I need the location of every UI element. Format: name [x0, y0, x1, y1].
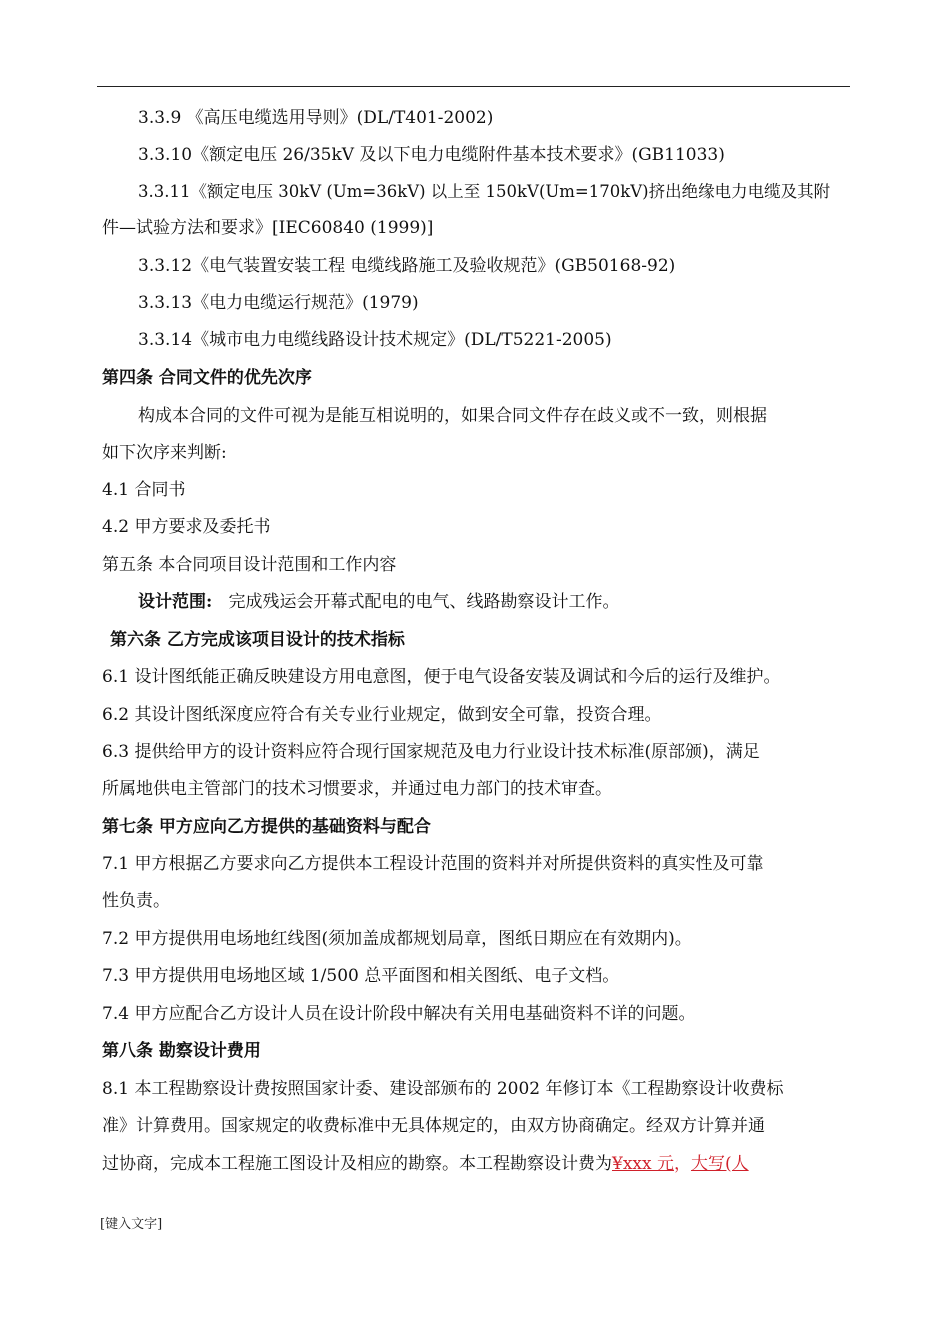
- article-7-heading: 第七条 甲方应向乙方提供的基础资料与配合: [102, 817, 431, 837]
- item-7-4: 7.4 甲方应配合乙方设计人员在设计阶段中解决有关用电基础资料不详的问题。: [102, 1004, 696, 1024]
- header-rule: [97, 86, 850, 87]
- design-scope-label: 设计范围:: [138, 592, 213, 612]
- article-5-heading: 第五条 本合同项目设计范围和工作内容: [102, 555, 397, 575]
- item-8-1-line2: 准》计算费用。国家规定的收费标准中无具体规定的，由双方协商确定。经双方计算并通: [102, 1116, 765, 1136]
- article-8-heading: 第八条 勘察设计费用: [102, 1041, 261, 1061]
- article-4-para-line1: 构成本合同的文件可视为是能互相说明的，如果合同文件存在歧义或不一致，则根据: [138, 406, 767, 426]
- clause-3-3-13: 3.3.13《电力电缆运行规范》(1979): [138, 293, 419, 313]
- fee-separator: ，: [673, 1154, 691, 1174]
- item-7-1-line2: 性负责。: [102, 891, 170, 911]
- clause-3-3-9: 3.3.9 《高压电缆选用导则》(DL/T401-2002): [138, 108, 494, 128]
- design-scope: [138, 590, 620, 614]
- item-6-3-line2: 所属地供电主管部门的技术习惯要求，并通过电力部门的技术审查。: [102, 779, 612, 799]
- item-8-1-line3-text: 过协商，完成本工程施工图设计及相应的勘察。本工程勘察设计费为: [102, 1154, 612, 1174]
- item-4-1: 4.1 合同书: [102, 480, 186, 500]
- item-7-3: 7.3 甲方提供用电场地区域 1/500 总平面图和相关图纸、电子文档。: [102, 966, 620, 986]
- article-6-heading: 第六条 乙方完成该项目设计的技术指标: [110, 630, 405, 650]
- item-8-1-line1: 8.1 本工程勘察设计费按照国家计委、建设部颁布的 2002 年修订本《工程勘察设计收费标: [102, 1079, 784, 1099]
- design-fee-in-words: 大写(人: [690, 1154, 749, 1174]
- article-4-heading: 第四条 合同文件的优先次序: [102, 368, 312, 388]
- item-7-2: 7.2 甲方提供用电场地红线图(须加盖成都规划局章，图纸日期应在有效期内)。: [102, 929, 692, 949]
- clause-3-3-11-line1: 3.3.11《额定电压 30kV (Um=36kV) 以上至 150kV(Um=170kV)挤出绝缘电力电缆及其附: [138, 182, 831, 201]
- article-4-para-line2: 如下次序来判断:: [102, 443, 227, 463]
- clause-3-3-10: 3.3.10《额定电压 26/35kV 及以下电力电缆附件基本技术要求》(GB11033): [138, 145, 725, 165]
- item-6-3-line1: 6.3 提供给甲方的设计资料应符合现行国家规范及电力行业设计技术标准(原部颁)，满足: [102, 742, 760, 762]
- clause-3-3-12: 3.3.12《电气装置安装工程 电缆线路施工及验收规范》(GB50168-92): [138, 256, 676, 276]
- item-4-2: 4.2 甲方要求及委托书: [102, 517, 271, 537]
- clause-3-3-11-line2: 件—试验方法和要求》[IEC60840 (1999)]: [102, 218, 434, 238]
- footer-placeholder: [键入文字]: [100, 1217, 163, 1232]
- item-6-2: 6.2 其设计图纸深度应符合有关专业行业规定，做到安全可靠，投资合理。: [102, 705, 662, 725]
- item-6-1: 6.1 设计图纸能正确反映建设方用电意图，便于电气设备安装及调试和今后的运行及维护。: [102, 667, 781, 687]
- design-scope-text: 完成残运会开幕式配电的电气、线路勘察设计工作。: [228, 592, 620, 612]
- clause-3-3-14: 3.3.14《城市电力电缆线路设计技术规定》(DL/T5221-2005): [138, 330, 612, 350]
- design-fee-amount: ¥xxx 元: [612, 1154, 674, 1174]
- item-8-1-line3: [102, 1152, 749, 1176]
- item-7-1-line1: 7.1 甲方根据乙方要求向乙方提供本工程设计范围的资料并对所提供资料的真实性及可靠: [102, 854, 764, 874]
